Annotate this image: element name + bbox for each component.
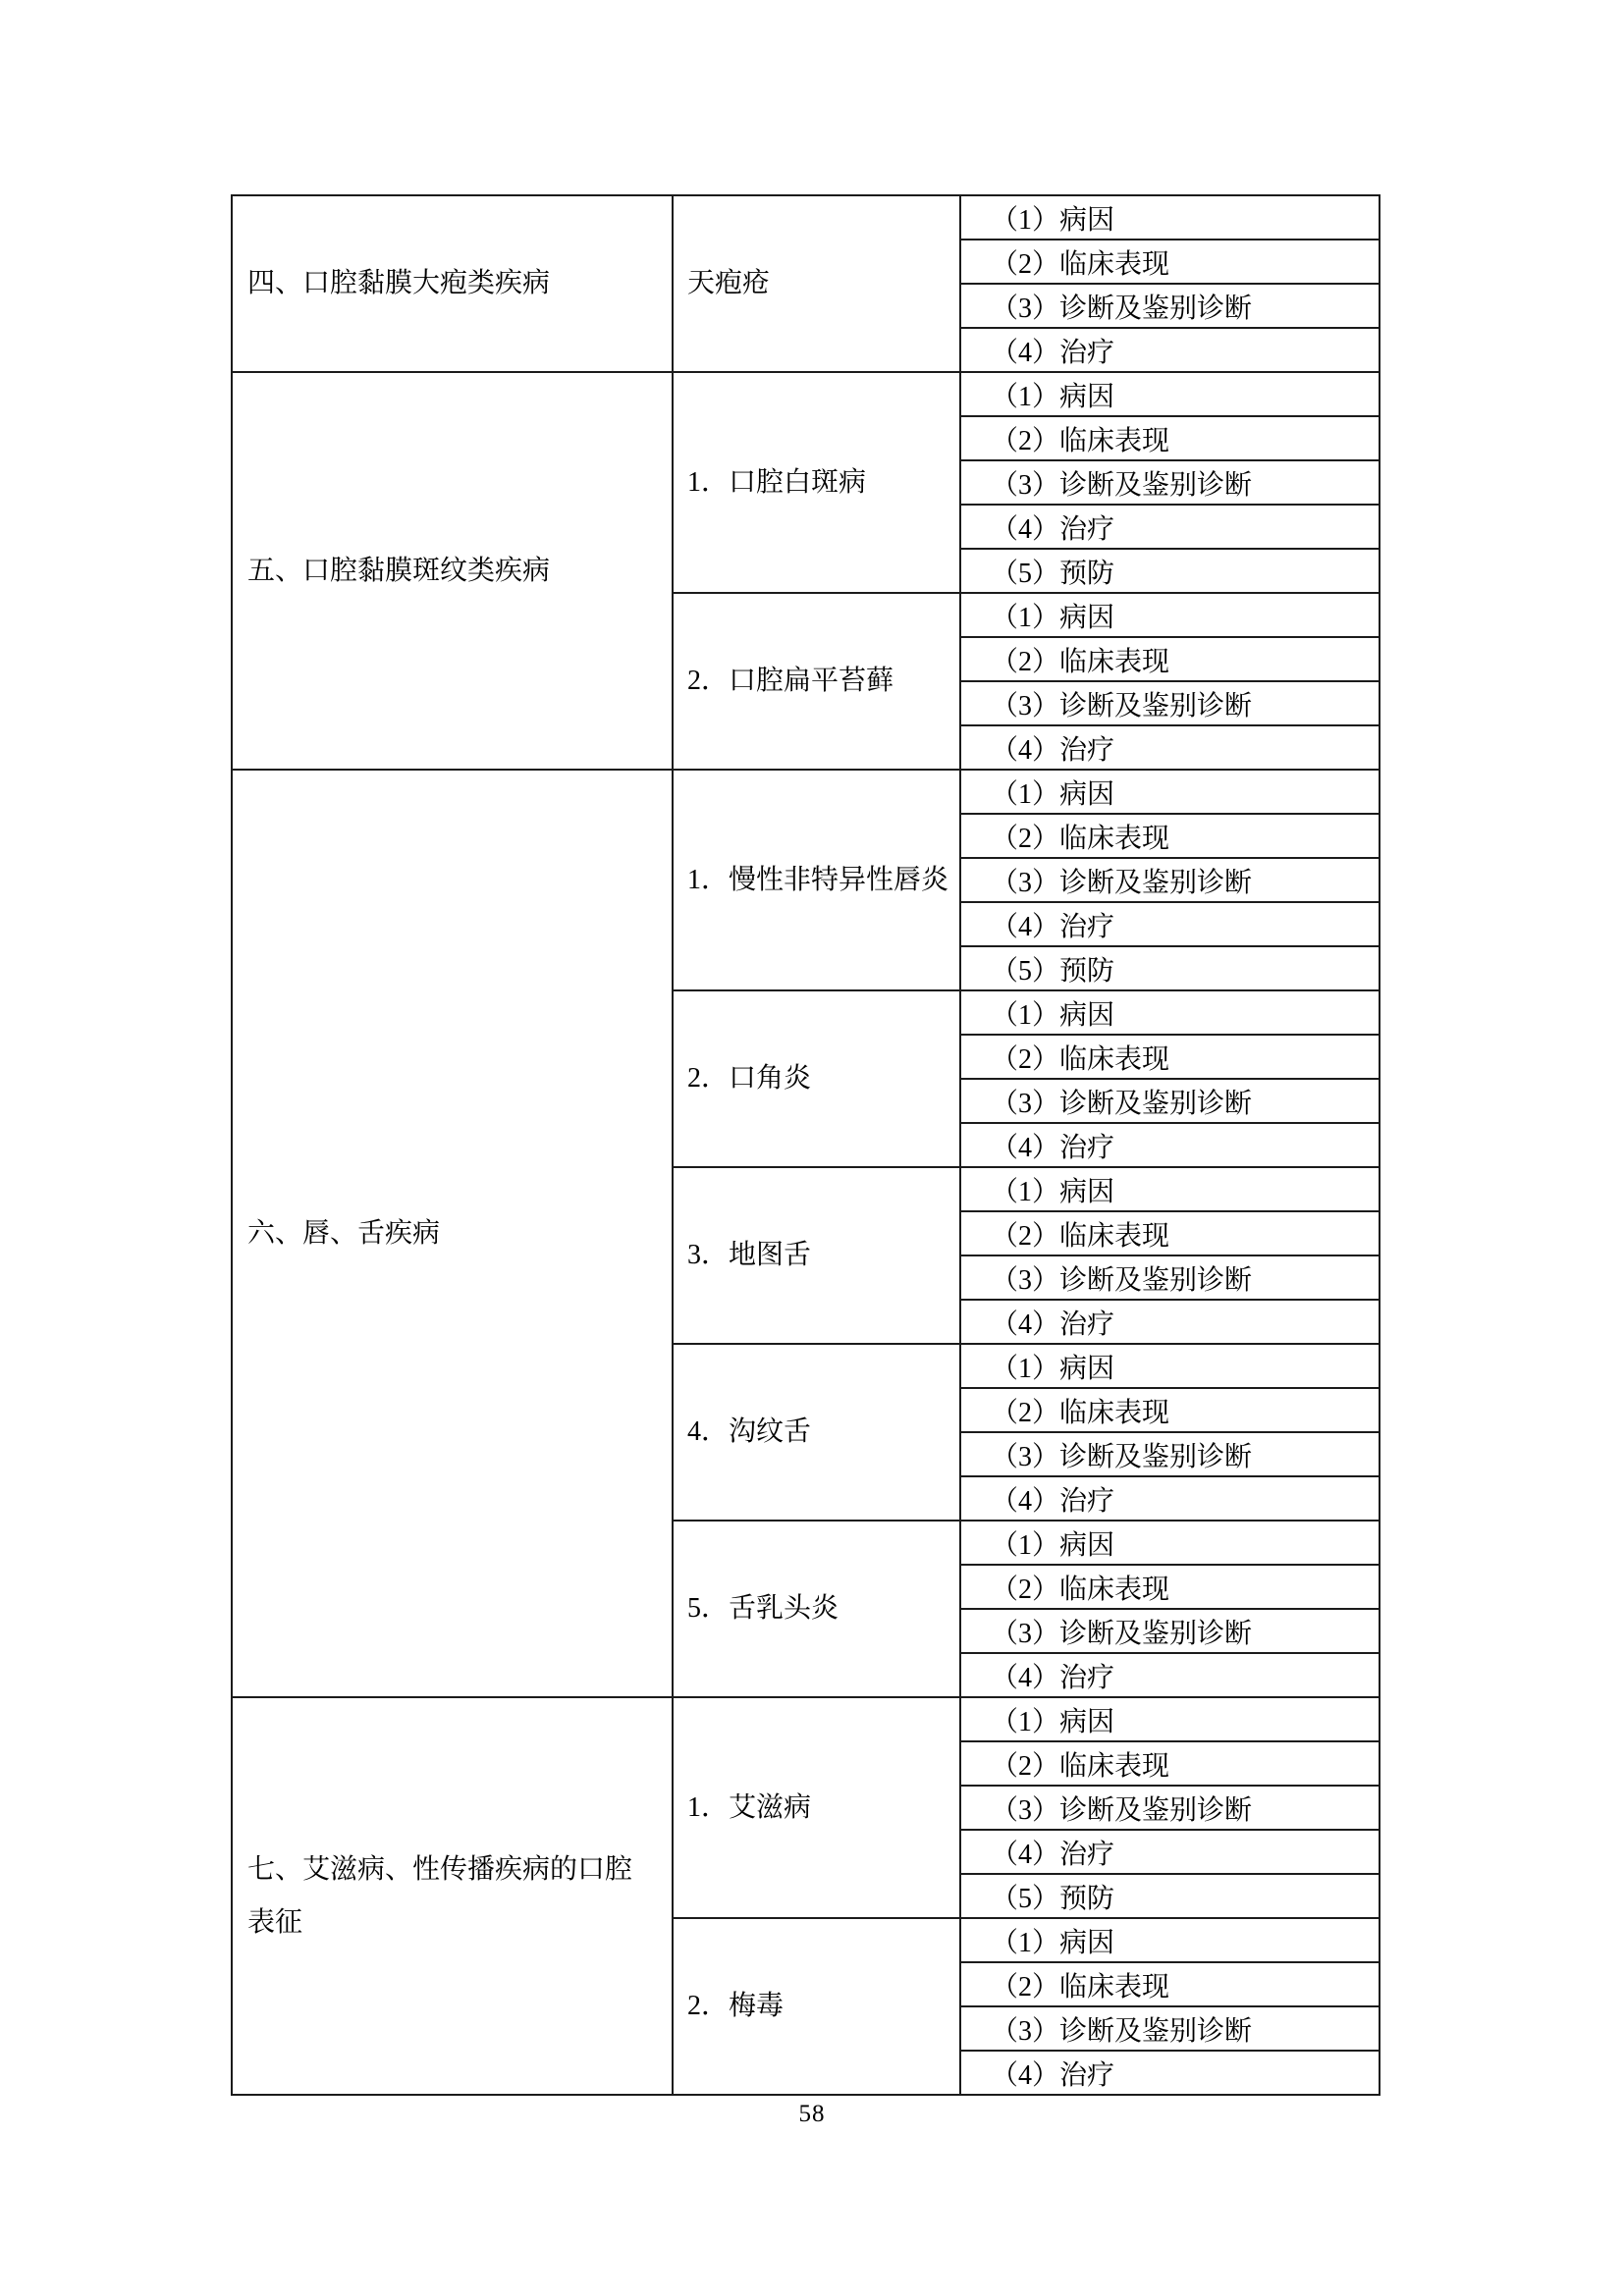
detail-label: （4）治疗 — [991, 1132, 1115, 1163]
detail-label: （2）临床表现 — [991, 248, 1170, 280]
detail-list — [961, 594, 1379, 769]
topic-cell — [674, 1168, 961, 1343]
detail-label: （2）临床表现 — [991, 1397, 1170, 1428]
section-subsections — [674, 1698, 1379, 2094]
detail-label: （5）预防 — [991, 558, 1115, 589]
detail-label: （1）病因 — [991, 602, 1115, 633]
detail-label: （2）临床表现 — [991, 1574, 1170, 1605]
detail-list — [961, 1698, 1379, 1917]
topic-name: 3．地图舌 — [687, 1240, 812, 1271]
detail-row — [961, 459, 1379, 504]
detail-row — [961, 1122, 1379, 1166]
detail-row — [961, 1785, 1379, 1829]
detail-label: （3）诊断及鉴别诊断 — [991, 690, 1253, 721]
detail-label: （3）诊断及鉴别诊断 — [991, 1441, 1253, 1472]
detail-row — [961, 504, 1379, 548]
detail-label: （3）诊断及鉴别诊断 — [991, 469, 1253, 501]
detail-row — [961, 594, 1379, 636]
detail-label: （2）临床表现 — [991, 1043, 1170, 1075]
detail-row — [961, 636, 1379, 680]
detail-label: （3）诊断及鉴别诊断 — [991, 1618, 1253, 1649]
detail-row — [961, 1608, 1379, 1652]
topic-name: 1．慢性非特异性唇炎 — [687, 864, 949, 895]
detail-list — [961, 771, 1379, 989]
detail-label: （4）治疗 — [991, 1662, 1115, 1693]
detail-label: （5）预防 — [991, 955, 1115, 987]
topic-cell — [674, 771, 961, 989]
detail-label: （2）临床表现 — [991, 823, 1170, 854]
detail-row — [961, 1522, 1379, 1564]
table-subsection — [674, 1917, 1379, 2094]
table-subsection — [674, 1343, 1379, 1520]
detail-row — [961, 1387, 1379, 1431]
detail-label: （4）治疗 — [991, 2059, 1115, 2091]
table-subsection — [674, 592, 1379, 769]
section-subsections — [674, 196, 1379, 371]
detail-row — [961, 901, 1379, 945]
detail-label: （1）病因 — [991, 381, 1115, 412]
topic-name: 1．艾滋病 — [687, 1791, 812, 1823]
detail-label: （4）治疗 — [991, 911, 1115, 942]
detail-row — [961, 196, 1379, 239]
detail-row — [961, 1698, 1379, 1740]
detail-label: （1）病因 — [991, 204, 1115, 236]
detail-label: （2）临床表现 — [991, 646, 1170, 677]
table-section — [233, 1696, 1379, 2094]
category-cell — [233, 771, 674, 1696]
detail-label: （1）病因 — [991, 999, 1115, 1031]
detail-label: （4）治疗 — [991, 734, 1115, 766]
table-section — [233, 371, 1379, 769]
detail-label: （1）病因 — [991, 1176, 1115, 1207]
detail-row — [961, 813, 1379, 857]
table-subsection — [674, 373, 1379, 592]
table-subsection — [674, 771, 1379, 989]
detail-label: （1）病因 — [991, 1927, 1115, 1958]
detail-row — [961, 1564, 1379, 1608]
topic-cell — [674, 196, 961, 371]
detail-label: （4）治疗 — [991, 513, 1115, 545]
detail-row — [961, 1652, 1379, 1696]
detail-label: （3）诊断及鉴别诊断 — [991, 293, 1253, 324]
detail-row — [961, 1740, 1379, 1785]
detail-label: （1）病因 — [991, 1353, 1115, 1384]
category-title: 六、唇、舌疾病 — [247, 1217, 441, 1249]
detail-row — [961, 1299, 1379, 1343]
detail-row — [961, 945, 1379, 989]
topic-cell — [674, 1345, 961, 1520]
detail-row — [961, 1431, 1379, 1475]
detail-row — [961, 415, 1379, 459]
page-number: 58 — [798, 2101, 826, 2127]
detail-label: （4）治疗 — [991, 1485, 1115, 1517]
topic-cell — [674, 1919, 961, 2094]
detail-list — [961, 1919, 1379, 2094]
detail-label: （1）病因 — [991, 778, 1115, 810]
topic-name: 4．沟纹舌 — [687, 1416, 812, 1448]
section-subsections — [674, 771, 1379, 1696]
detail-list — [961, 1522, 1379, 1696]
category-cell — [233, 373, 674, 769]
table-subsection — [674, 1520, 1379, 1696]
detail-row — [961, 1919, 1379, 1961]
detail-row — [961, 771, 1379, 813]
detail-row — [961, 1345, 1379, 1387]
detail-row — [961, 1210, 1379, 1255]
detail-row — [961, 991, 1379, 1034]
category-title: 五、口腔黏膜斑纹类疾病 — [247, 555, 551, 586]
topic-cell — [674, 373, 961, 592]
detail-label: （5）预防 — [991, 1883, 1115, 1914]
detail-label: （2）临床表现 — [991, 1750, 1170, 1782]
topic-cell — [674, 1522, 961, 1696]
detail-row — [961, 1168, 1379, 1210]
topic-cell — [674, 594, 961, 769]
detail-label: （1）病因 — [991, 1706, 1115, 1737]
detail-label: （3）诊断及鉴别诊断 — [991, 867, 1253, 898]
category-cell — [233, 196, 674, 371]
detail-row — [961, 283, 1379, 327]
detail-row — [961, 2050, 1379, 2094]
detail-row — [961, 1829, 1379, 1873]
detail-label: （2）临床表现 — [991, 425, 1170, 456]
detail-row — [961, 1078, 1379, 1122]
syllabus-table — [231, 194, 1380, 2096]
detail-label: （3）诊断及鉴别诊断 — [991, 1264, 1253, 1296]
detail-row — [961, 1034, 1379, 1078]
category-title: 七、艾滋病、性传播疾病的口腔表征 — [247, 1854, 633, 1938]
detail-row — [961, 680, 1379, 724]
detail-row — [961, 1255, 1379, 1299]
detail-row — [961, 724, 1379, 769]
detail-row — [961, 239, 1379, 283]
detail-list — [961, 196, 1379, 371]
topic-name: 1．口腔白斑病 — [687, 466, 867, 498]
table-section — [233, 769, 1379, 1696]
table-subsection — [674, 196, 1379, 371]
category-title: 四、口腔黏膜大疱类疾病 — [247, 268, 551, 299]
detail-row — [961, 1475, 1379, 1520]
detail-row — [961, 373, 1379, 415]
topic-cell — [674, 991, 961, 1166]
detail-list — [961, 991, 1379, 1166]
detail-row — [961, 548, 1379, 592]
table-subsection — [674, 1166, 1379, 1343]
detail-row — [961, 857, 1379, 901]
detail-label: （2）临床表现 — [991, 1220, 1170, 1252]
topic-name: 2．梅毒 — [687, 1991, 785, 2022]
topic-name: 5．舌乳头炎 — [687, 1593, 839, 1625]
detail-row — [961, 2005, 1379, 2050]
detail-list — [961, 1168, 1379, 1343]
topic-name: 2．口腔扁平苔藓 — [687, 666, 894, 697]
topic-name: 2．口角炎 — [687, 1063, 812, 1095]
detail-label: （3）诊断及鉴别诊断 — [991, 2015, 1253, 2047]
section-subsections — [674, 373, 1379, 769]
detail-label: （4）治疗 — [991, 1308, 1115, 1340]
detail-label: （2）临床表现 — [991, 1971, 1170, 2002]
table-subsection — [674, 1698, 1379, 1917]
category-cell — [233, 1698, 674, 2094]
detail-row — [961, 327, 1379, 371]
detail-label: （3）诊断及鉴别诊断 — [991, 1794, 1253, 1826]
topic-cell — [674, 1698, 961, 1917]
detail-list — [961, 1345, 1379, 1520]
table-section — [233, 196, 1379, 371]
topic-name: 天疱疮 — [687, 268, 771, 299]
detail-row — [961, 1873, 1379, 1917]
detail-label: （4）治疗 — [991, 1839, 1115, 1870]
table-subsection — [674, 989, 1379, 1166]
detail-label: （4）治疗 — [991, 337, 1115, 368]
detail-label: （3）诊断及鉴别诊断 — [991, 1088, 1253, 1119]
detail-label: （1）病因 — [991, 1529, 1115, 1561]
detail-row — [961, 1961, 1379, 2005]
detail-list — [961, 373, 1379, 592]
